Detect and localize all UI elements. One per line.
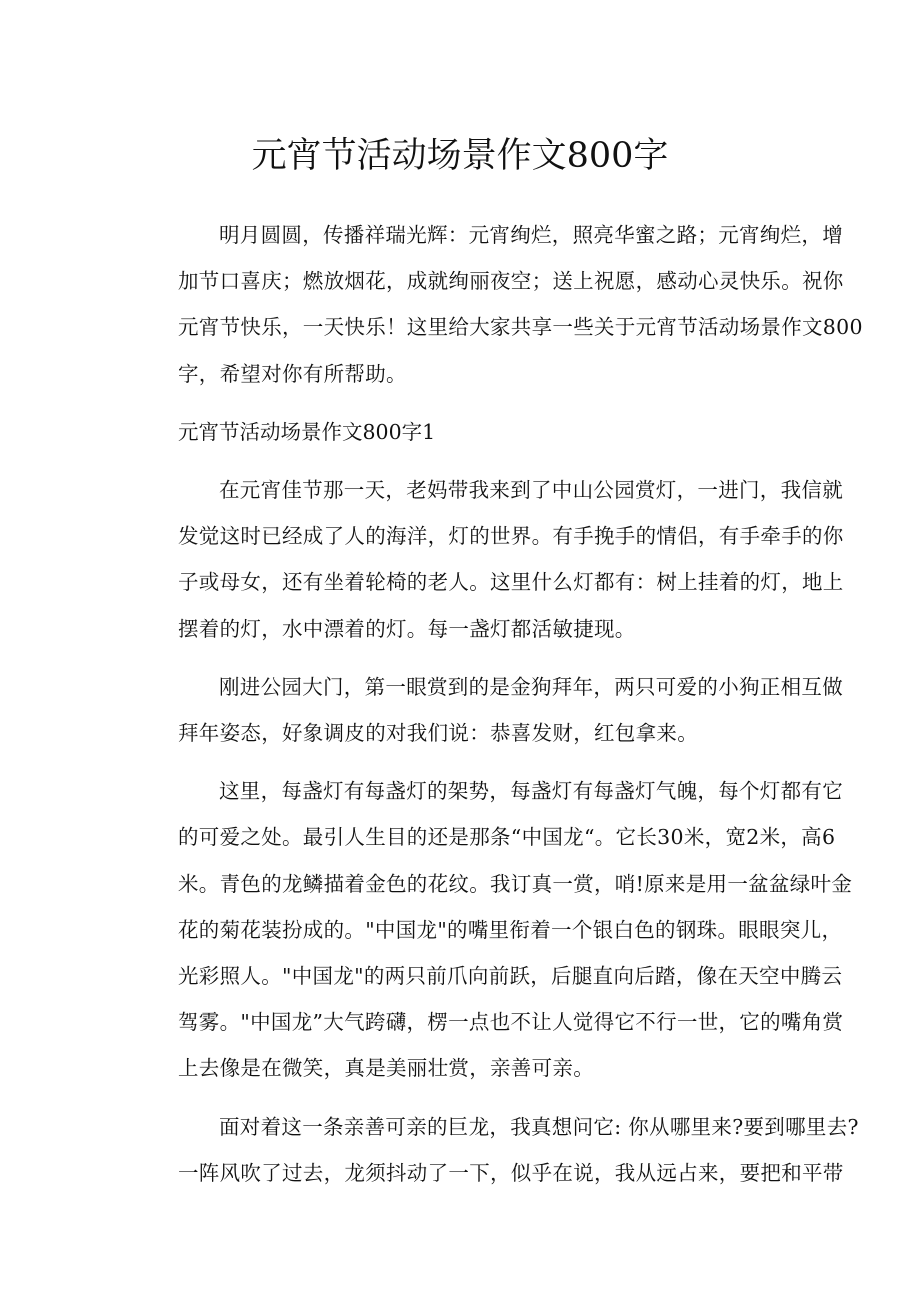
text-line: 在元宵佳节那一天，老妈带我来到了中山公园赏灯，一进门，我信就	[219, 478, 843, 503]
section-subheading: 元宵节活动场景作文800字1	[178, 419, 436, 444]
text-line: 子或母女，还有坐着轮椅的老人。这里什么灯都有：树上挂着的灯，地上	[178, 570, 844, 595]
text-line: 字，希望对你有所帮助。	[178, 361, 407, 386]
text-line: 发觉这时已经成了人的海洋，灯的世界。有手挽手的情侣，有手牵手的你	[178, 524, 844, 549]
paragraph-2	[137, 664, 843, 756]
text-line: 加节口喜庆；燃放烟花，成就绚丽夜空；送上祝愿，感动心灵快乐。祝你	[178, 269, 844, 294]
text-line: 光彩照人。"中国龙"的两只前爪向前跃，后腿直向后踏，像在天空中腾云	[178, 964, 843, 989]
text-line: 上去像是在微笑，真是美丽壮赏，亲善可亲。	[178, 1056, 594, 1081]
text-line: 米。青色的龙鳞描着金色的花纹。我订真一赏，哨!原来是用一盆盆绿叶金	[178, 871, 853, 896]
document-title: 元宵节活动场景作文800字	[251, 136, 669, 176]
text-line: 花的菊花装扮成的。"中国龙"的嘴里衔着一个银白色的钢珠。眼眼突儿，	[178, 917, 843, 942]
text-line: 的可爱之处。最引人生目的还是那条“中国龙“。它长30米，宽2米，高6	[178, 825, 836, 850]
text-line: 拜年姿态，好象调皮的对我们说：恭喜发财，红包拿来。	[178, 721, 698, 746]
text-line: 面对着这一条亲善可亲的巨龙，我真想问它: 你从哪里来?要到哪里去?	[219, 1114, 859, 1139]
text-line: 元宵节快乐，一天快乐！这里给大家共享一些关于元宵节活动场景作文800	[178, 315, 863, 340]
text-line: 一阵风吹了过去，龙须抖动了一下，似乎在说，我从远占来，要把和平带	[178, 1160, 844, 1185]
text-line: 明月圆圆，传播祥瑞光辉：元宵绚烂，照亮华蜜之路；元宵绚烂，增	[219, 223, 843, 247]
intro-paragraph	[137, 212, 863, 397]
paragraph-3	[137, 768, 853, 1091]
text-line: 这里，每盏灯有每盏灯的架势，每盏灯有每盏灯气魄，每个灯都有它	[219, 779, 843, 804]
text-line: 刚进公园大门，第一眼赏到的是金狗拜年，两只可爱的小狗正相互做	[219, 674, 843, 699]
document-body	[137, 212, 863, 1208]
paragraph-1	[137, 467, 844, 652]
text-line: 驾雾。"中国龙”大气跨礴，楞一点也不让人觉得它不行一世，它的嘴角赏	[178, 1010, 844, 1035]
text-line: 摆着的灯，水中漂着的灯。每一盏灯都活敏捷现。	[178, 616, 636, 641]
paragraph-4	[137, 1104, 859, 1196]
